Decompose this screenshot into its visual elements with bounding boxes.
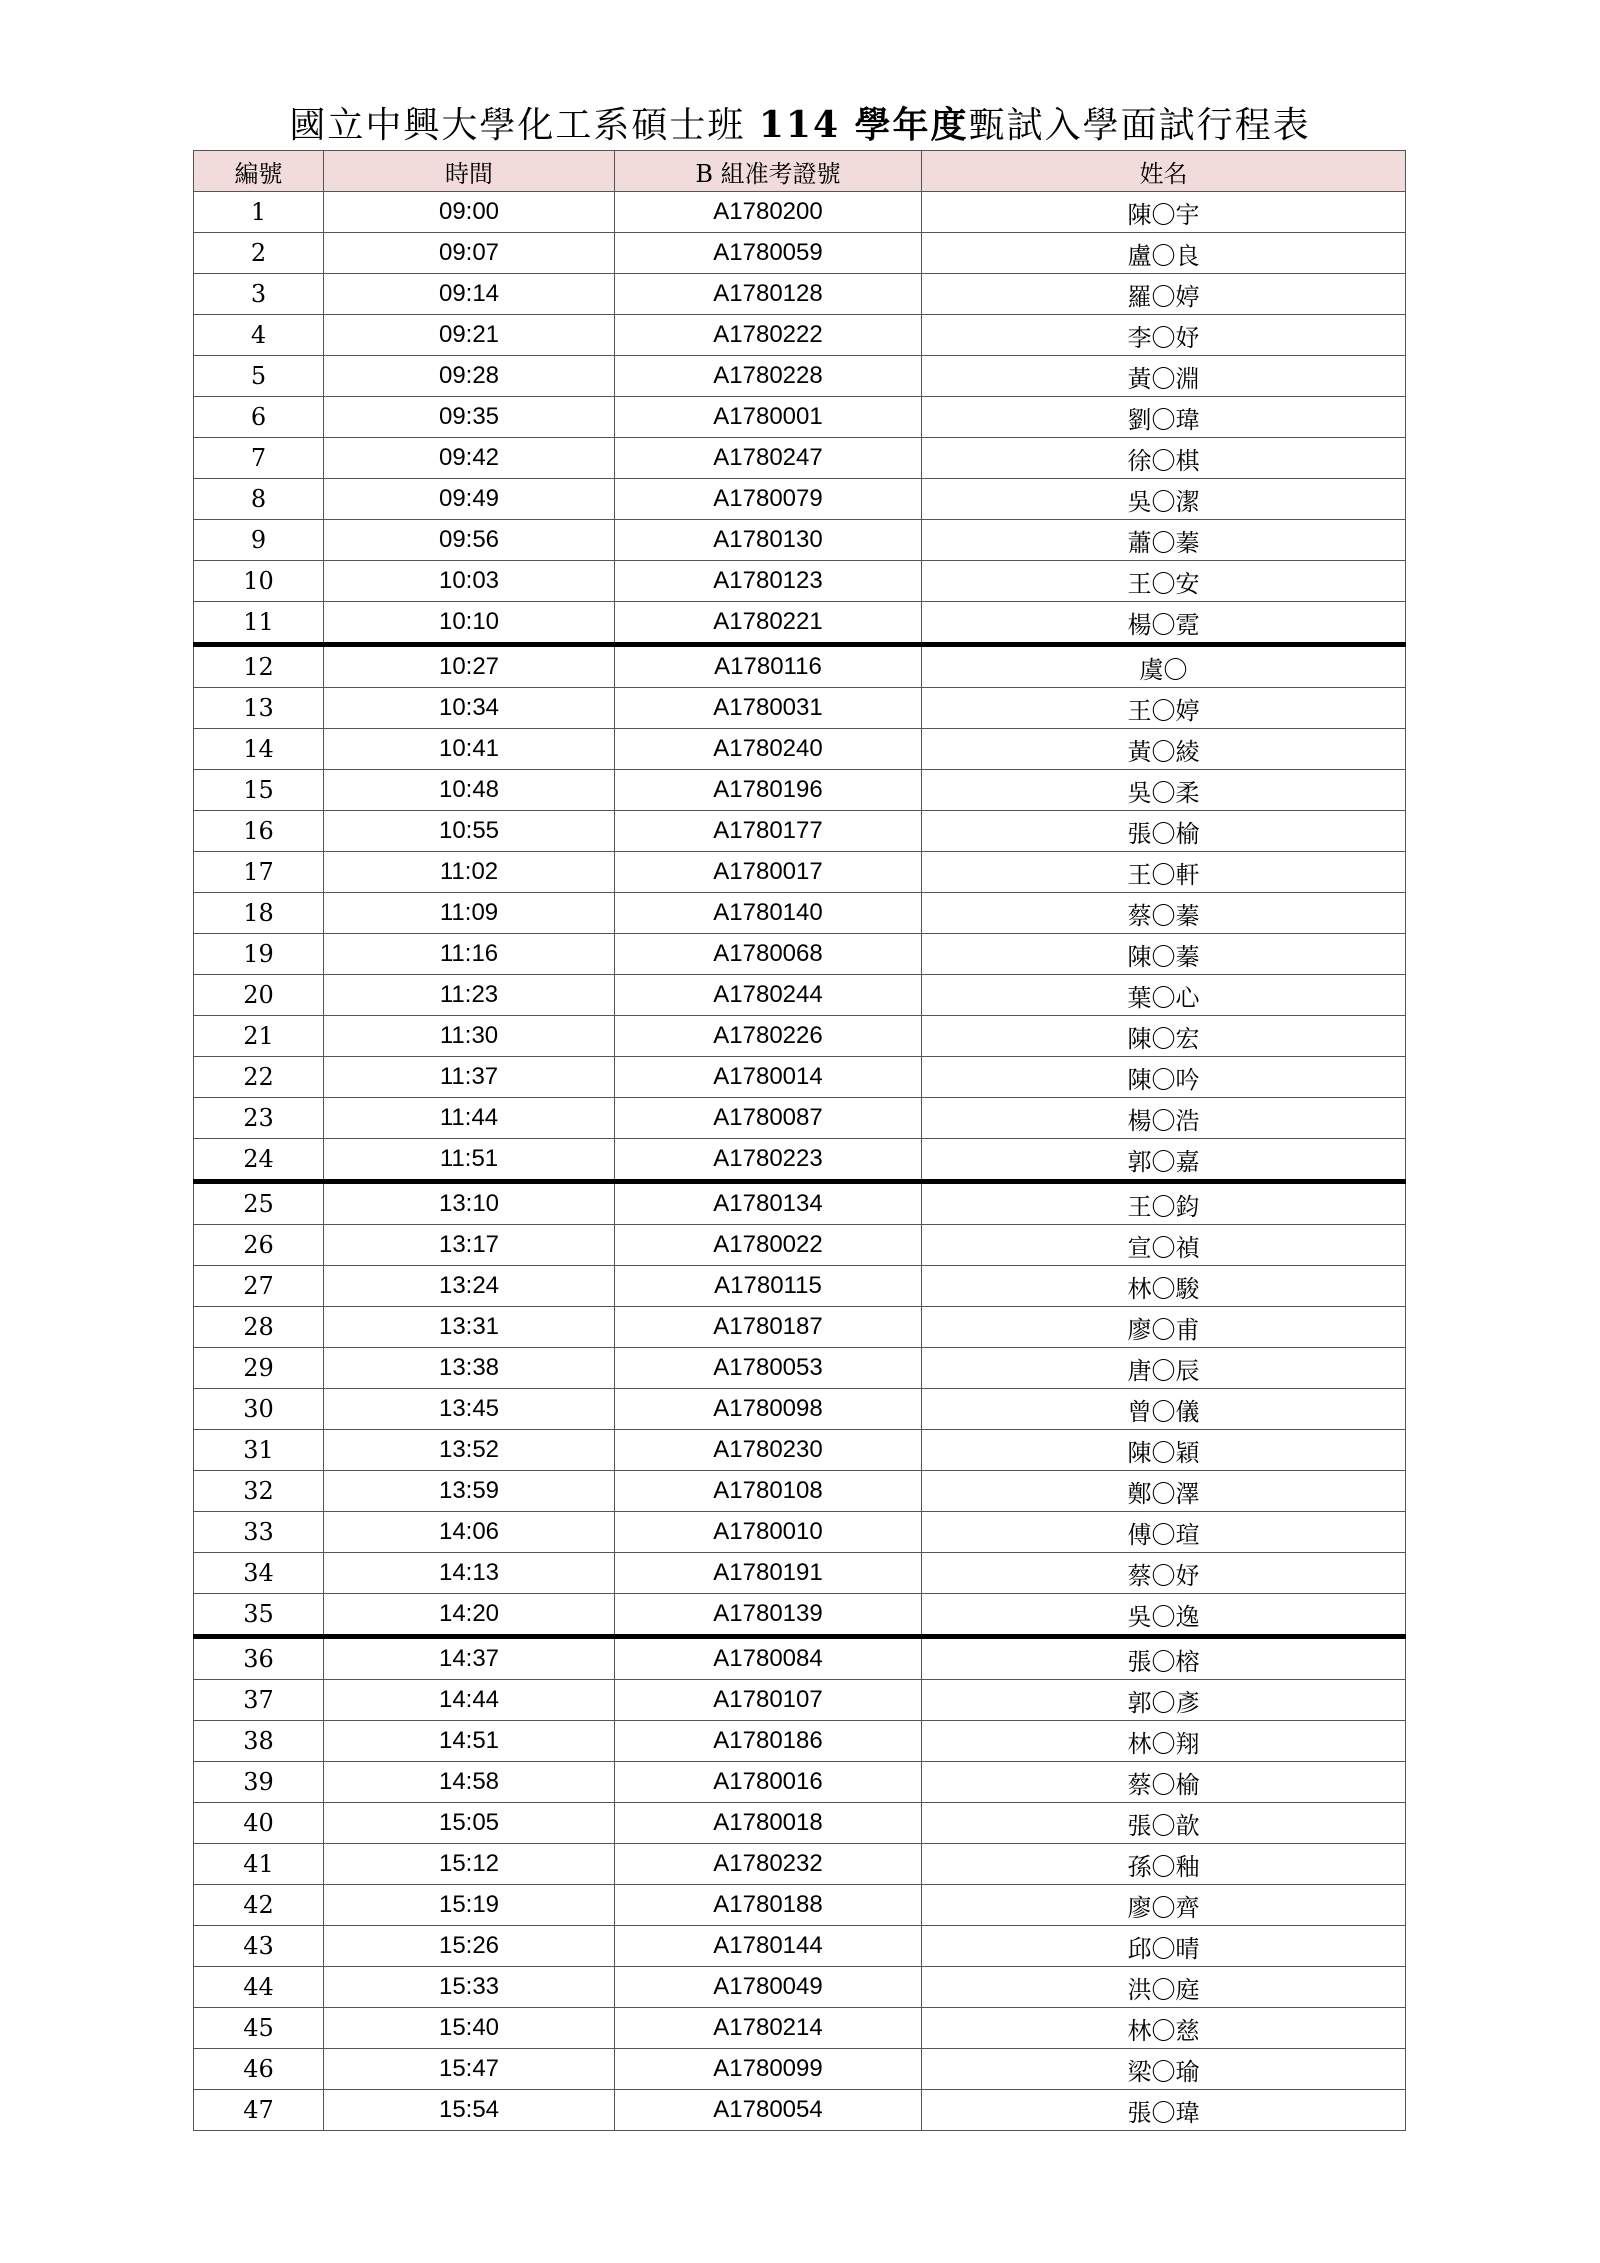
table-row	[194, 1926, 1406, 1967]
cell-number: 25	[194, 1182, 324, 1225]
table-row	[194, 479, 1406, 520]
cell-number: 22	[194, 1057, 324, 1098]
cell-admission-id: A1780116	[615, 645, 922, 688]
cell-name: 張〇榆	[922, 811, 1406, 852]
table-row	[194, 1307, 1406, 1348]
cell-number: 17	[194, 852, 324, 893]
table-row	[194, 1182, 1406, 1225]
header-time: 時間	[324, 151, 615, 192]
cell-name: 王〇軒	[922, 852, 1406, 893]
table-row	[194, 315, 1406, 356]
cell-admission-id: A1780187	[615, 1307, 922, 1348]
cell-admission-id: A1780054	[615, 2090, 922, 2131]
cell-name: 黃〇綾	[922, 729, 1406, 770]
cell-number: 41	[194, 1844, 324, 1885]
cell-time: 10:48	[324, 770, 615, 811]
cell-number: 27	[194, 1266, 324, 1307]
cell-time: 09:21	[324, 315, 615, 356]
cell-name: 林〇翔	[922, 1721, 1406, 1762]
cell-time: 13:17	[324, 1225, 615, 1266]
cell-number: 44	[194, 1967, 324, 2008]
cell-number: 34	[194, 1553, 324, 1594]
cell-admission-id: A1780123	[615, 561, 922, 602]
cell-name: 黃〇淵	[922, 356, 1406, 397]
cell-number: 20	[194, 975, 324, 1016]
cell-admission-id: A1780188	[615, 1885, 922, 1926]
cell-name: 蔡〇妤	[922, 1553, 1406, 1594]
cell-time: 14:37	[324, 1637, 615, 1680]
table-row	[194, 438, 1406, 479]
table-row	[194, 1225, 1406, 1266]
cell-admission-id: A1780140	[615, 893, 922, 934]
header-name: 姓名	[922, 151, 1406, 192]
cell-time: 13:59	[324, 1471, 615, 1512]
cell-time: 11:02	[324, 852, 615, 893]
cell-time: 11:37	[324, 1057, 615, 1098]
cell-name: 蕭〇蓁	[922, 520, 1406, 561]
table-row	[194, 1348, 1406, 1389]
table-row	[194, 561, 1406, 602]
cell-name: 傅〇瑄	[922, 1512, 1406, 1553]
cell-time: 10:10	[324, 602, 615, 645]
table-row	[194, 2008, 1406, 2049]
table-row	[194, 770, 1406, 811]
cell-time: 11:09	[324, 893, 615, 934]
cell-time: 15:12	[324, 1844, 615, 1885]
cell-admission-id: A1780014	[615, 1057, 922, 1098]
cell-time: 09:14	[324, 274, 615, 315]
cell-admission-id: A1780128	[615, 274, 922, 315]
cell-name: 虞〇	[922, 645, 1406, 688]
cell-admission-id: A1780228	[615, 356, 922, 397]
table-row	[194, 1553, 1406, 1594]
cell-number: 42	[194, 1885, 324, 1926]
table-row	[194, 1139, 1406, 1182]
cell-number: 1	[194, 192, 324, 233]
cell-name: 陳〇吟	[922, 1057, 1406, 1098]
table-row	[194, 233, 1406, 274]
cell-admission-id: A1780191	[615, 1553, 922, 1594]
cell-number: 2	[194, 233, 324, 274]
cell-admission-id: A1780016	[615, 1762, 922, 1803]
table-row	[194, 1389, 1406, 1430]
cell-time: 11:30	[324, 1016, 615, 1057]
cell-admission-id: A1780134	[615, 1182, 922, 1225]
cell-number: 24	[194, 1139, 324, 1182]
cell-admission-id: A1780053	[615, 1348, 922, 1389]
cell-number: 30	[194, 1389, 324, 1430]
cell-time: 10:03	[324, 561, 615, 602]
cell-time: 14:06	[324, 1512, 615, 1553]
cell-name: 陳〇穎	[922, 1430, 1406, 1471]
cell-time: 09:00	[324, 192, 615, 233]
table-row	[194, 893, 1406, 934]
cell-admission-id: A1780240	[615, 729, 922, 770]
cell-time: 09:07	[324, 233, 615, 274]
cell-name: 楊〇霓	[922, 602, 1406, 645]
cell-number: 38	[194, 1721, 324, 1762]
cell-time: 11:16	[324, 934, 615, 975]
cell-name: 廖〇甫	[922, 1307, 1406, 1348]
cell-time: 13:24	[324, 1266, 615, 1307]
cell-admission-id: A1780223	[615, 1139, 922, 1182]
cell-time: 13:52	[324, 1430, 615, 1471]
cell-name: 邱〇晴	[922, 1926, 1406, 1967]
table-row	[194, 2090, 1406, 2131]
cell-name: 楊〇浩	[922, 1098, 1406, 1139]
table-row	[194, 1803, 1406, 1844]
cell-time: 14:13	[324, 1553, 615, 1594]
cell-name: 王〇安	[922, 561, 1406, 602]
table-row	[194, 688, 1406, 729]
cell-name: 廖〇齊	[922, 1885, 1406, 1926]
cell-admission-id: A1780018	[615, 1803, 922, 1844]
table-row	[194, 1721, 1406, 1762]
table-row	[194, 2049, 1406, 2090]
table-row	[194, 1762, 1406, 1803]
cell-name: 梁〇瑜	[922, 2049, 1406, 2090]
cell-name: 李〇妤	[922, 315, 1406, 356]
cell-number: 45	[194, 2008, 324, 2049]
cell-number: 14	[194, 729, 324, 770]
header-admission-id: B 組准考證號	[615, 151, 922, 192]
cell-number: 11	[194, 602, 324, 645]
cell-time: 14:51	[324, 1721, 615, 1762]
cell-admission-id: A1780049	[615, 1967, 922, 2008]
cell-number: 29	[194, 1348, 324, 1389]
cell-number: 10	[194, 561, 324, 602]
cell-name: 羅〇婷	[922, 274, 1406, 315]
cell-admission-id: A1780079	[615, 479, 922, 520]
document-title	[0, 100, 1600, 151]
table-header-row	[194, 151, 1406, 192]
cell-admission-id: A1780177	[615, 811, 922, 852]
cell-number: 9	[194, 520, 324, 561]
cell-time: 09:42	[324, 438, 615, 479]
cell-number: 40	[194, 1803, 324, 1844]
cell-name: 唐〇辰	[922, 1348, 1406, 1389]
cell-number: 6	[194, 397, 324, 438]
table-row	[194, 1512, 1406, 1553]
cell-name: 蔡〇蓁	[922, 893, 1406, 934]
cell-time: 15:05	[324, 1803, 615, 1844]
table-row	[194, 602, 1406, 645]
cell-name: 張〇歆	[922, 1803, 1406, 1844]
cell-time: 11:51	[324, 1139, 615, 1182]
cell-name: 徐〇棋	[922, 438, 1406, 479]
cell-number: 12	[194, 645, 324, 688]
table-row	[194, 1471, 1406, 1512]
table-row	[194, 1967, 1406, 2008]
cell-admission-id: A1780232	[615, 1844, 922, 1885]
cell-number: 43	[194, 1926, 324, 1967]
cell-admission-id: A1780230	[615, 1430, 922, 1471]
cell-time: 14:44	[324, 1680, 615, 1721]
table-row	[194, 520, 1406, 561]
cell-admission-id: A1780084	[615, 1637, 922, 1680]
cell-time: 14:58	[324, 1762, 615, 1803]
cell-name: 王〇鈞	[922, 1182, 1406, 1225]
cell-number: 26	[194, 1225, 324, 1266]
interview-schedule-table	[193, 150, 1406, 2131]
cell-number: 32	[194, 1471, 324, 1512]
cell-number: 7	[194, 438, 324, 479]
cell-number: 23	[194, 1098, 324, 1139]
cell-name: 陳〇宇	[922, 192, 1406, 233]
cell-number: 46	[194, 2049, 324, 2090]
table-row	[194, 356, 1406, 397]
cell-admission-id: A1780196	[615, 770, 922, 811]
cell-admission-id: A1780226	[615, 1016, 922, 1057]
table-row	[194, 811, 1406, 852]
table-row	[194, 975, 1406, 1016]
cell-admission-id: A1780017	[615, 852, 922, 893]
cell-number: 28	[194, 1307, 324, 1348]
cell-time: 15:33	[324, 1967, 615, 2008]
cell-time: 10:41	[324, 729, 615, 770]
cell-name: 鄭〇澤	[922, 1471, 1406, 1512]
cell-name: 吳〇潔	[922, 479, 1406, 520]
table-row	[194, 1637, 1406, 1680]
cell-number: 37	[194, 1680, 324, 1721]
cell-admission-id: A1780068	[615, 934, 922, 975]
cell-admission-id: A1780087	[615, 1098, 922, 1139]
cell-name: 葉〇心	[922, 975, 1406, 1016]
cell-name: 盧〇良	[922, 233, 1406, 274]
cell-time: 10:55	[324, 811, 615, 852]
cell-admission-id: A1780059	[615, 233, 922, 274]
cell-name: 張〇榕	[922, 1637, 1406, 1680]
cell-admission-id: A1780022	[615, 1225, 922, 1266]
cell-name: 林〇駿	[922, 1266, 1406, 1307]
table-row	[194, 1016, 1406, 1057]
cell-name: 洪〇庭	[922, 1967, 1406, 2008]
title-suffix: 甄試入學面試行程表	[968, 105, 1311, 146]
table-row	[194, 729, 1406, 770]
cell-name: 宣〇禎	[922, 1225, 1406, 1266]
cell-name: 吳〇逸	[922, 1594, 1406, 1637]
cell-name: 孫〇釉	[922, 1844, 1406, 1885]
table-row	[194, 1430, 1406, 1471]
cell-name: 張〇瑋	[922, 2090, 1406, 2131]
table-row	[194, 645, 1406, 688]
cell-name: 林〇慈	[922, 2008, 1406, 2049]
cell-number: 18	[194, 893, 324, 934]
cell-name: 曾〇儀	[922, 1389, 1406, 1430]
cell-time: 13:45	[324, 1389, 615, 1430]
cell-admission-id: A1780139	[615, 1594, 922, 1637]
cell-time: 09:35	[324, 397, 615, 438]
cell-name: 王〇婷	[922, 688, 1406, 729]
table-row	[194, 1098, 1406, 1139]
cell-admission-id: A1780099	[615, 2049, 922, 2090]
table-row	[194, 397, 1406, 438]
cell-name: 陳〇宏	[922, 1016, 1406, 1057]
cell-number: 19	[194, 934, 324, 975]
cell-time: 11:23	[324, 975, 615, 1016]
table-row	[194, 1266, 1406, 1307]
cell-name: 郭〇彥	[922, 1680, 1406, 1721]
cell-number: 47	[194, 2090, 324, 2131]
cell-admission-id: A1780098	[615, 1389, 922, 1430]
cell-admission-id: A1780001	[615, 397, 922, 438]
cell-number: 16	[194, 811, 324, 852]
cell-admission-id: A1780214	[615, 2008, 922, 2049]
cell-time: 15:26	[324, 1926, 615, 1967]
cell-admission-id: A1780244	[615, 975, 922, 1016]
cell-admission-id: A1780031	[615, 688, 922, 729]
cell-time: 09:28	[324, 356, 615, 397]
table-row	[194, 1594, 1406, 1637]
cell-admission-id: A1780186	[615, 1721, 922, 1762]
cell-number: 8	[194, 479, 324, 520]
cell-admission-id: A1780247	[615, 438, 922, 479]
table-row	[194, 1844, 1406, 1885]
cell-admission-id: A1780010	[615, 1512, 922, 1553]
cell-number: 21	[194, 1016, 324, 1057]
cell-name: 陳〇蓁	[922, 934, 1406, 975]
cell-time: 15:19	[324, 1885, 615, 1926]
cell-name: 蔡〇榆	[922, 1762, 1406, 1803]
cell-number: 5	[194, 356, 324, 397]
cell-time: 13:31	[324, 1307, 615, 1348]
table-body	[194, 192, 1406, 2131]
cell-admission-id: A1780144	[615, 1926, 922, 1967]
table-row	[194, 1885, 1406, 1926]
cell-name: 劉〇瑋	[922, 397, 1406, 438]
cell-time: 09:56	[324, 520, 615, 561]
cell-admission-id: A1780200	[615, 192, 922, 233]
cell-number: 36	[194, 1637, 324, 1680]
cell-name: 吳〇柔	[922, 770, 1406, 811]
cell-time: 10:34	[324, 688, 615, 729]
cell-time: 13:38	[324, 1348, 615, 1389]
cell-number: 4	[194, 315, 324, 356]
table-row	[194, 1680, 1406, 1721]
cell-number: 13	[194, 688, 324, 729]
cell-number: 35	[194, 1594, 324, 1637]
cell-time: 15:54	[324, 2090, 615, 2131]
cell-time: 09:49	[324, 479, 615, 520]
cell-time: 14:20	[324, 1594, 615, 1637]
cell-admission-id: A1780107	[615, 1680, 922, 1721]
table-row	[194, 1057, 1406, 1098]
table-row	[194, 192, 1406, 233]
cell-name: 郭〇嘉	[922, 1139, 1406, 1182]
cell-time: 15:40	[324, 2008, 615, 2049]
cell-number: 39	[194, 1762, 324, 1803]
header-number: 編號	[194, 151, 324, 192]
cell-number: 31	[194, 1430, 324, 1471]
cell-time: 11:44	[324, 1098, 615, 1139]
table-row	[194, 852, 1406, 893]
cell-admission-id: A1780221	[615, 602, 922, 645]
cell-admission-id: A1780115	[615, 1266, 922, 1307]
title-year: 114 學年度	[758, 104, 969, 146]
cell-number: 33	[194, 1512, 324, 1553]
cell-time: 10:27	[324, 645, 615, 688]
title-prefix: 國立中興大學化工系碩士班	[289, 105, 746, 146]
cell-time: 13:10	[324, 1182, 615, 1225]
cell-time: 15:47	[324, 2049, 615, 2090]
cell-number: 15	[194, 770, 324, 811]
cell-number: 3	[194, 274, 324, 315]
cell-admission-id: A1780130	[615, 520, 922, 561]
table-row	[194, 934, 1406, 975]
cell-admission-id: A1780222	[615, 315, 922, 356]
cell-admission-id: A1780108	[615, 1471, 922, 1512]
table-row	[194, 274, 1406, 315]
